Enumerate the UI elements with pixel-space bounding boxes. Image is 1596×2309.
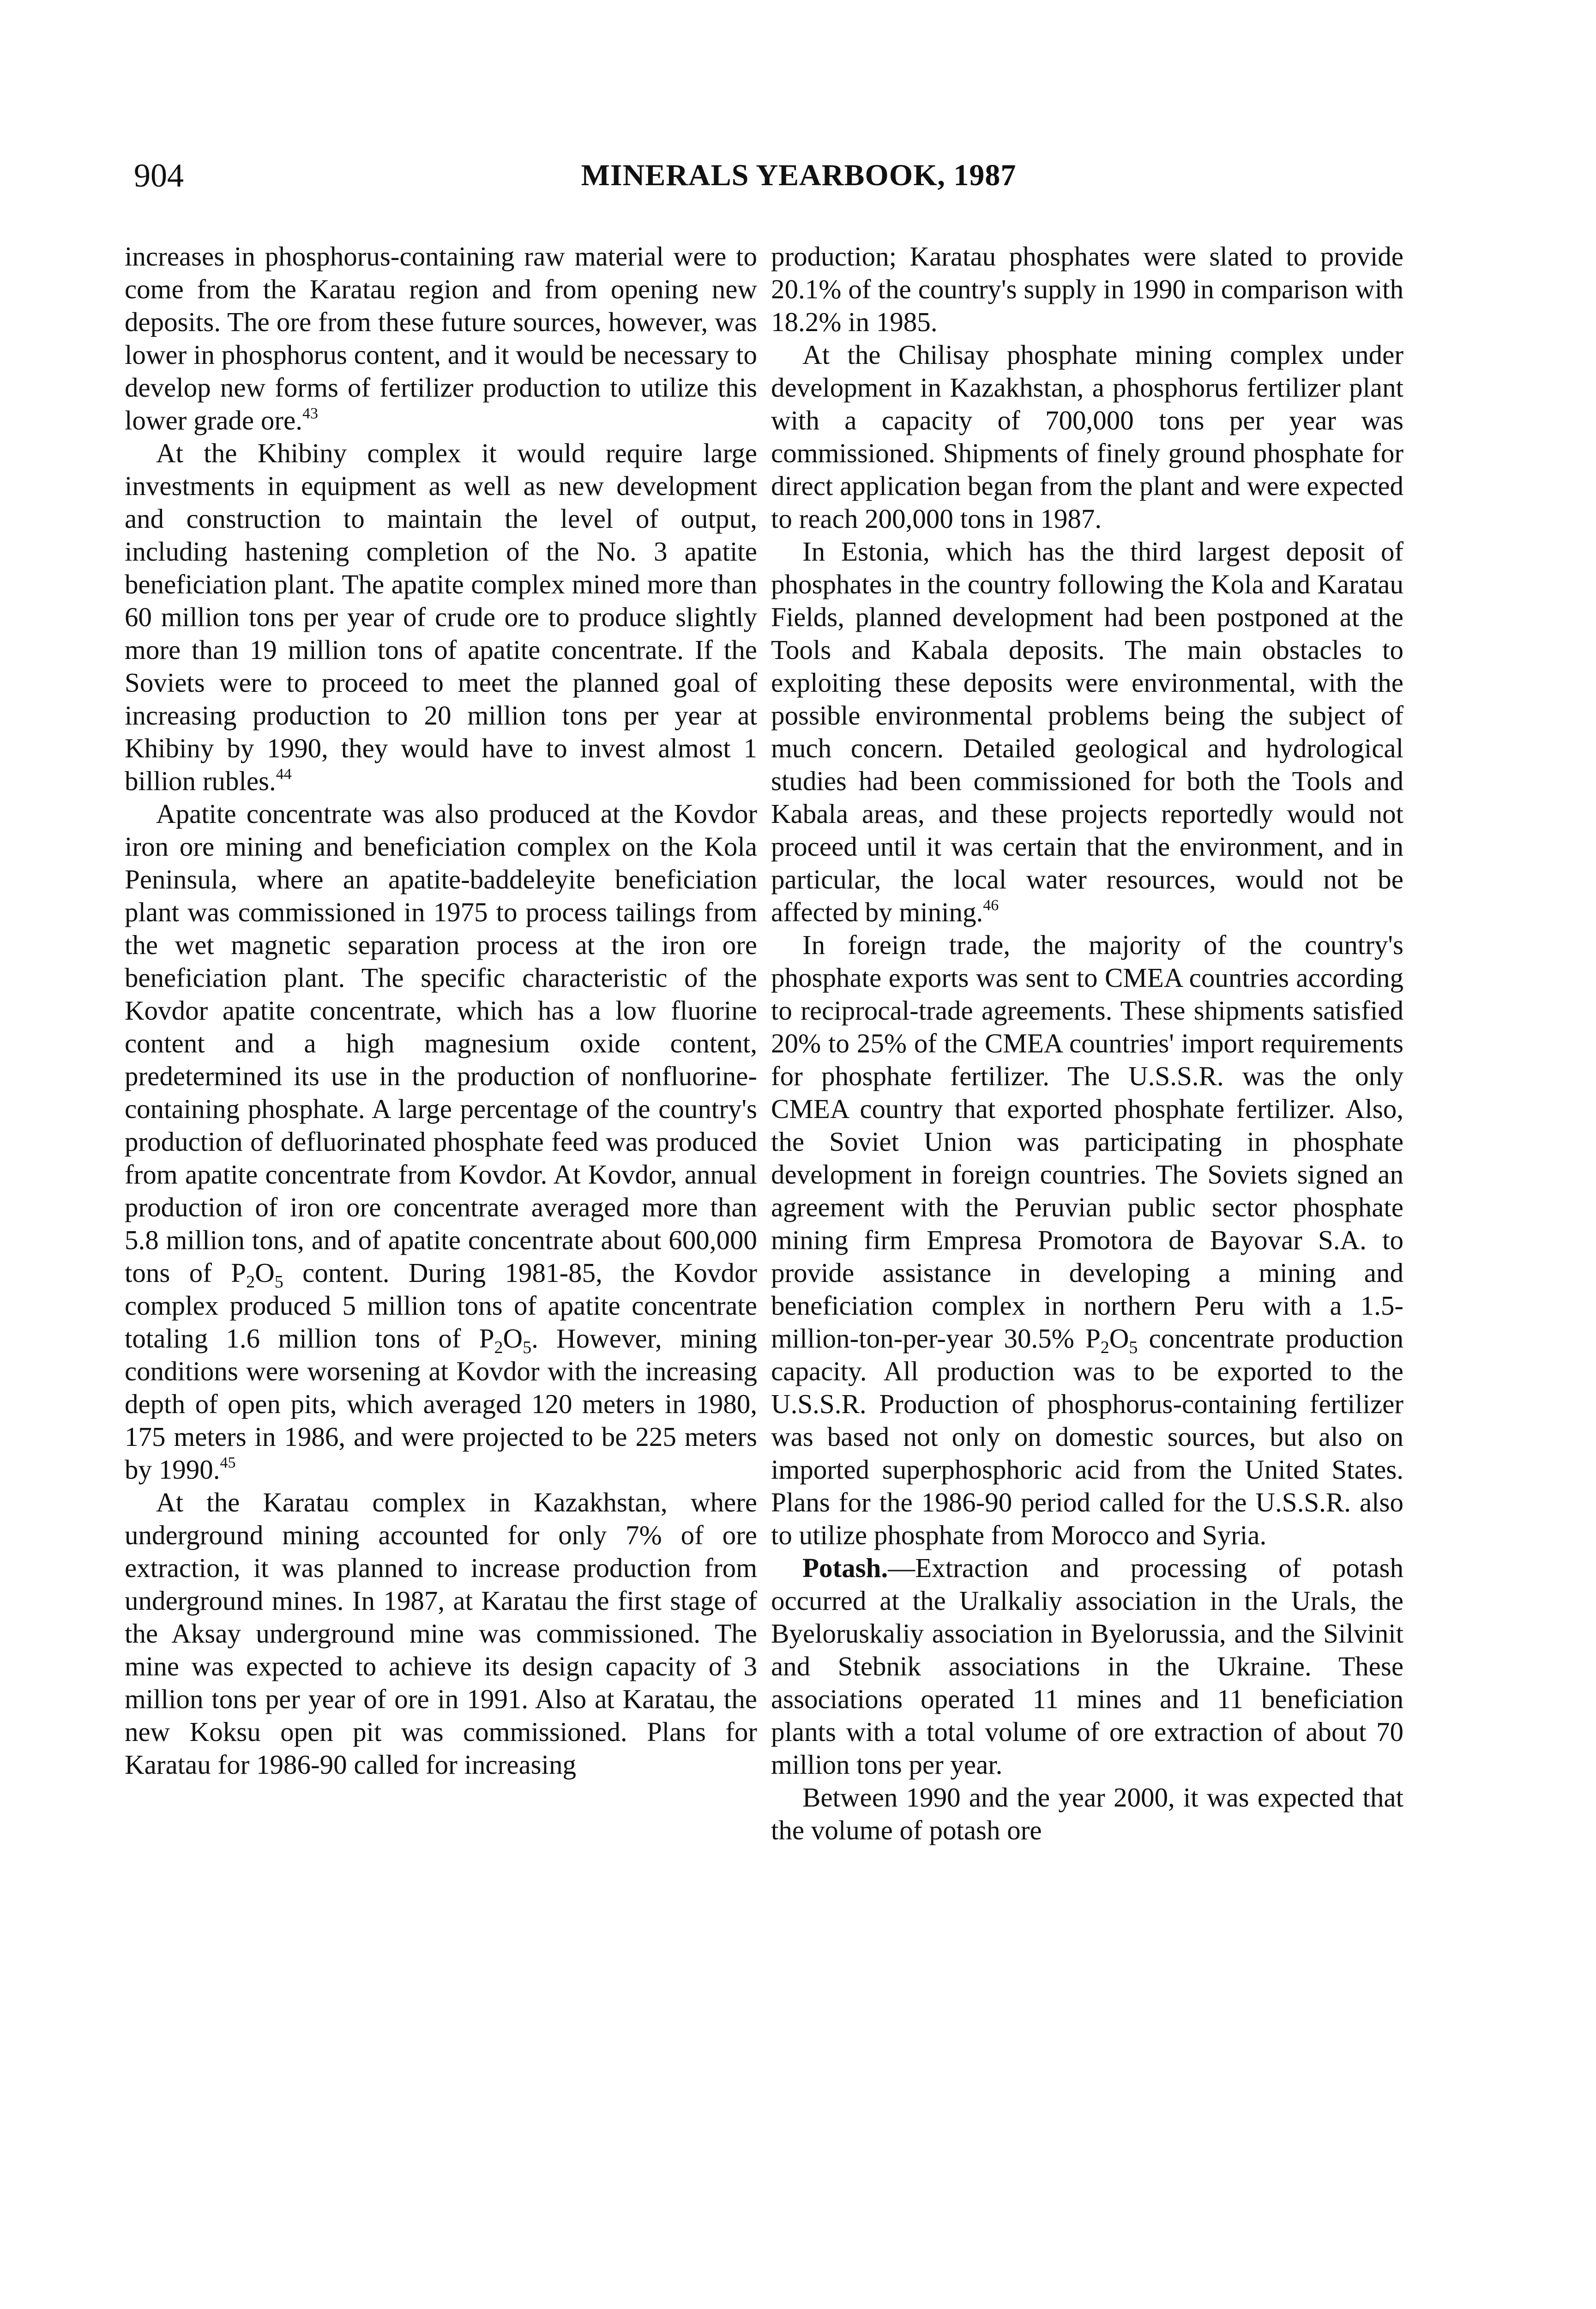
formula-text: O	[255, 1257, 275, 1288]
paragraph	[771, 1552, 1403, 1781]
paragraph-text: concentrate production capacity. All production was to be exported to the U.S.S.R. Production of phosphorus-containing fertilizer was based not only on domestic sources, but also on imported superphosphoric acid from the United States. Plans for the 1986-90 period called for the U.S.S.R. also to utilize phosphate from Morocco and Syria.	[771, 1323, 1403, 1550]
paragraph	[125, 1486, 757, 1781]
paragraph-text: Apatite concentrate was also produced at the Kovdor iron ore mining and beneficiation complex on the Kola Peninsula, where an apatite-baddeleyite beneficiation plant was commissioned in 1975 to process tailings from the wet magnetic separation process at the iron ore beneficiation plant. The specific characteristic of the Kovdor apatite concentrate, which has a low fluorine content and a high magnesium oxide content, predetermined its use in the production of nonfluorine-containing phosphate. A large percentage of the country's production of defluorinated phosphate feed was produced from apatite concentrate from Kovdor. At Kovdor, annual production of iron ore concentrate averaged more than 5.8 million tons, and of apatite concentrate about 600,000 tons of P	[125, 798, 757, 1288]
subscript: 2	[246, 1272, 255, 1292]
formula-text: O	[1109, 1323, 1129, 1354]
subscript: 5	[523, 1338, 532, 1357]
paragraph-text: increases in phosphorus-containing raw material were to come from the Karatau region and from opening new deposits. The ore from these future sources, however, was lower in phosphorus content, and it would be necessary to develop new forms of fertilizer production to utilize this lower grade ore.	[125, 241, 757, 435]
paragraph-text: content. During 1981-85, the Kovdor complex produced 5 million tons of apatite concentrate totaling 1.6 million tons of P	[125, 1257, 757, 1354]
footnote-marker: 46	[983, 897, 999, 914]
paragraph-text: At the Karatau complex in Kazakhstan, where underground mining accounted for only 7% of ore extraction, it was planned to increase production from underground mines. In 1987, at Karatau the first stage of the Aksay underground mine was commissioned. The mine was expected to achieve its design capacity of 3 million tons per year of ore in 1991. Also at Karatau, the new Koksu open pit was commissioned. Plans for Karatau for 1986-90 called for increasing	[125, 1487, 757, 1780]
footnote-marker: 43	[302, 405, 318, 422]
paragraph-text: In Estonia, which has the third largest deposit of phosphates in the country following the Kola and Karatau Fields, planned development had been postponed at the Tools and Kabala deposits. The main obstacles to exploiting these deposits were environmental, with the possible environmental problems being the subject of much concern. Detailed geological and hydrological studies had been commissioned for both the Tools and Kabala areas, and these projects reportedly would not proceed until it was certain that the environment, and in particular, the local water resources, would not be affected by mining.	[771, 536, 1403, 927]
subscript: 2	[494, 1338, 503, 1357]
paragraph	[125, 437, 757, 798]
paragraph	[125, 798, 757, 1486]
running-title: MINERALS YEARBOOK, 1987	[581, 158, 1017, 192]
paragraph-text: . However, mining conditions were worsening at Kovdor with the increasing depth of open pits, which averaged 120 meters in 1980, 175 meters in 1986, and were projected to be 225 meters by 1990.	[125, 1323, 757, 1485]
formula-text: O	[503, 1323, 523, 1354]
section-run-in-heading: Potash.	[802, 1553, 888, 1583]
paragraph-text: —Extraction and processing of potash occurred at the Uralkaliy association in the Urals, the Byeloruskaliy association in Byelorussia, and the Silvinit and Stebnik associations in the Ukraine. These associations operated 11 mines and 11 beneficiation plants with a total volume of ore extraction of about 70 million tons per year.	[771, 1553, 1403, 1780]
paragraph	[771, 1781, 1403, 1847]
paragraph	[771, 338, 1403, 535]
right-column	[771, 240, 1403, 2309]
paragraph	[771, 240, 1403, 338]
subscript: 5	[274, 1272, 283, 1292]
paragraph-text: Between 1990 and the year 2000, it was expected that the volume of potash ore	[771, 1782, 1403, 1845]
paragraph	[771, 535, 1403, 929]
page-header	[134, 152, 1464, 203]
footnote-marker: 44	[276, 766, 292, 783]
page-number: 904	[134, 157, 184, 194]
left-column	[125, 240, 757, 2309]
paragraph-text: At the Khibiny complex it would require large investments in equipment as well as new development and construction to maintain the level of output, including hastening completion of the No. 3 apatite beneficiation plant. The apatite complex mined more than 60 million tons per year of crude ore to produce slightly more than 19 million tons of apatite concentrate. If the Soviets were to proceed to meet the planned goal of increasing production to 20 million tons per year at Khibiny by 1990, they would have to invest almost 1 billion rubles.	[125, 438, 757, 796]
paragraph-text: At the Chilisay phosphate mining complex under development in Kazakhstan, a phosphorus fertilizer plant with a capacity of 700,000 tons per year was commissioned. Shipments of finely ground phosphate for direct application began from the plant and were expected to reach 200,000 tons in 1987.	[771, 339, 1403, 534]
footnote-marker: 45	[220, 1454, 236, 1471]
subscript: 2	[1100, 1338, 1109, 1357]
paragraph	[125, 240, 757, 437]
paragraph	[771, 929, 1403, 1552]
subscript: 5	[1129, 1338, 1138, 1357]
paragraph-text: production; Karatau phosphates were slated to provide 20.1% of the country's supply in 1990 in comparison with 18.2% in 1985.	[771, 241, 1403, 337]
paragraph-text: In foreign trade, the majority of the country's phosphate exports was sent to CMEA countries according to reciprocal-trade agreements. These shipments satisfied 20% to 25% of the CMEA countries' import requirements for phosphate fertilizer. The U.S.S.R. was the only CMEA country that exported phosphate fertilizer. Also, the Soviet Union was participating in phosphate development in foreign countries. The Soviets signed an agreement with the Peruvian public sector phosphate mining firm Empresa Promotora de Bayovar S.A. to provide assistance in developing a mining and beneficiation complex in northern Peru with a 1.5-million-ton-per-year 30.5% P	[771, 930, 1403, 1354]
